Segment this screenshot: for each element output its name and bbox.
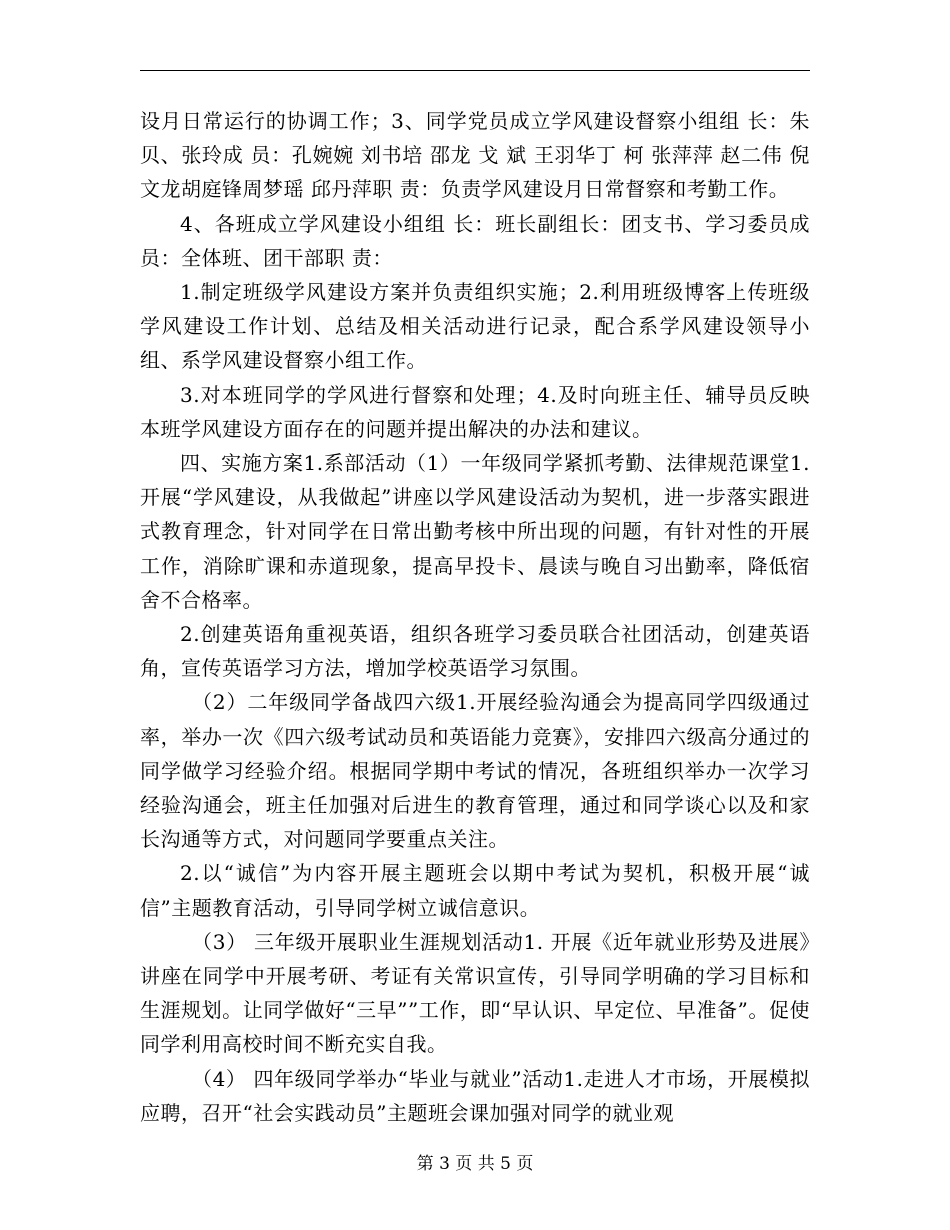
- paragraph-3: 1.制定班级学风建设方案并负责组织实施；2.利用班级博客上传班级学风建设工作计划、总结及相关活动进行记录，配合系学风建设领导小组、系学风建设督察小组工作。: [140, 280, 810, 373]
- document-body: [140, 104, 810, 1130]
- paragraph-6: 2.创建英语角重视英语，组织各班学习委员联合社团活动，创建英语角，宣传英语学习方法，增加学校英语学习氛围。: [140, 622, 810, 681]
- paragraph-10: （4） 四年级同学举办“毕业与就业”活动1.走进人才市场，开展模拟应聘，召开“社会实践动员”主题班会课加强对同学的就业观: [140, 1066, 810, 1125]
- page-number-footer: 第 3 页 共 5 页: [416, 1154, 534, 1174]
- header-rule: [140, 70, 810, 71]
- paragraph-1: 设月日常运行的协调工作；3、同学党员成立学风建设督察小组组 长：朱贝、张玲成 员：孔婉婉 刘书培 邵龙 戈 斌 王羽华丁 柯 张萍萍 赵二伟 倪文龙胡庭锋周梦瑶 邱丹萍职 责：负责学风建设月日常督察和考勤工作。: [140, 109, 810, 202]
- paragraph-8: 2.以“诚信”为内容开展主题班会以期中考试为契机，积极开展“诚信”主题教育活动，引导同学树立诚信意识。: [140, 861, 810, 920]
- paragraph-4: 3.对本班同学的学风进行督察和处理；4.及时向班主任、辅导员反映本班学风建设方面存在的问题并提出解决的办法和建议。: [140, 382, 810, 441]
- paragraph-2: 4、各班成立学风建设小组组 长：班长副组长：团支书、学习委员成 员：全体班、团干部职 责：: [140, 211, 810, 270]
- paragraph-5: 四、实施方案1.系部活动（1）一年级同学紧抓考勤、法律规范课堂1.开展“学风建设，从我做起”讲座以学风建设活动为契机，进一步落实跟进式教育理念，针对同学在日常出勤考核中所出现的问题，有针对性的开展工作，消除旷课和赤道现象，提高早投卡、晨读与晚自习出勤率，降低宿舍不合格率。: [140, 451, 810, 612]
- paragraph-7: （2）二年级同学备战四六级1.开展经验沟通会为提高同学四级通过率，举办一次《四六级考试动员和英语能力竞赛》，安排四六级高分通过的同学做学习经验介绍。根据同学期中考试的情况，各班组织举办一次学习经验沟通会，班主任加强对后进生的教育管理，通过和同学谈心以及和家长沟通等方式，对问题同学要重点关注。: [140, 690, 810, 852]
- paragraph-9: （3） 三年级开展职业生涯规划活动1. 开展《近年就业形势及进展》讲座在同学中开展考研、考证有关常识宣传，引导同学明确的学习目标和生涯规划。让同学做好“三早””工作，即“早认识、早定位、早准备”。促使同学利用高校时间不断充实自我。: [140, 929, 810, 1057]
